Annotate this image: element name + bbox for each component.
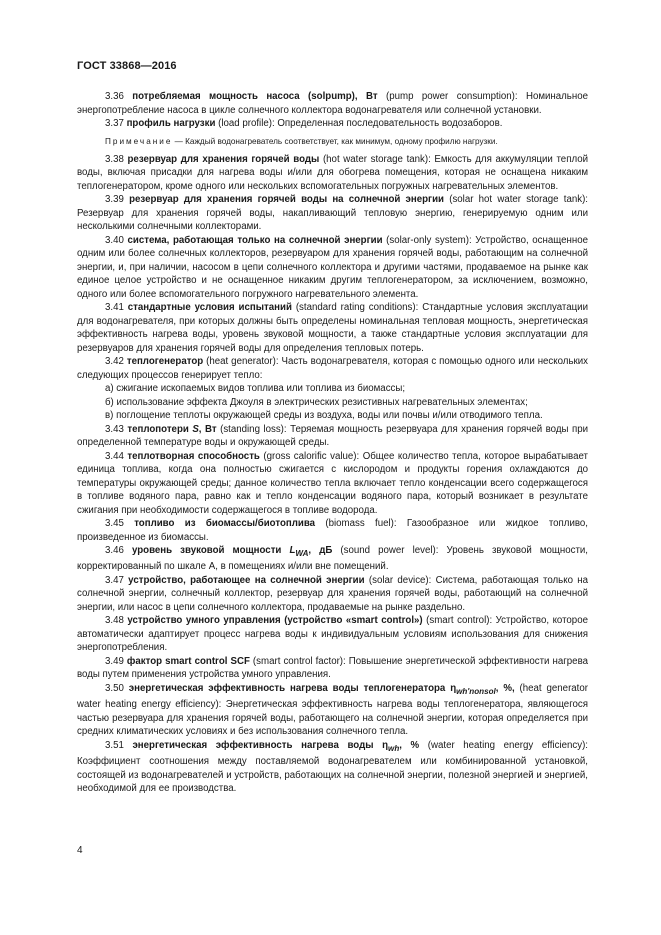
term-entry: 3.40 система, работающая только на солнечной энергии (solar-only system): Устройство, оснащенное одним или более солнечных коллекторов, резервуаром для хранения горячей воды, работающим на солнечной энергии, и, при наличии, насосом в цепи солнечного коллектора и другими частями, продаваемое на рынке как единое целое устройство и не оснащенное никаким другим теплогенератором, за исключением, возможно, одного или более вспомогательного погружного нагревательного элемента. [77, 234, 588, 300]
term-name: устройство, работающее на солнечной энергии [128, 574, 365, 586]
term-entry: 3.39 резервуар для хранения горячей воды на солнечной энергии (solar hot water storage tank): Резервуар для хранения горячей воды, накапливающий тепловую энергию, генерируемую одним или несколькими солнечными коллекторами. [77, 194, 588, 232]
document-header: ГОСТ 33868—2016 [77, 60, 177, 72]
term-entry: 3.46 уровень звуковой мощности $L_{WA}$, дБ (sound power level): Уровень звуковой мощности, корректированный по шкале А, в помещениях и/или вне помещений. [77, 545, 588, 573]
term-name: стандартные условия испытаний [127, 302, 292, 313]
note: Примечание — Каждый водонагреватель соответствует, как минимум, одному профилю нагрузки. [105, 136, 498, 146]
term-entry: 3.37 профиль нагрузки (load profile): Определенная последовательность водозаборов. [105, 118, 503, 129]
term-entry: 3.47 устройство, работающее на солнечной энергии (solar device): Система, работающая только на солнечной энергии, солнечный коллектор, резервуар для хранения горячей воды, работающий на солнечной энергии, или насос в цепи солнечного коллектора, продаваемые на рынке раздельно. [77, 574, 588, 613]
note-label: Примечание [105, 136, 173, 146]
list-item: а) сжигание ископаемых видов топлива или топлива из биомассы; [105, 383, 406, 394]
term-name: потребляемая мощность насоса (solpump), Вт [132, 91, 378, 102]
term-name: топливо из биомассы/биотоплива [134, 518, 316, 529]
term-name: резервуар для хранения горячей воды на солнечной энергии [129, 194, 445, 205]
term-entry: 3.49 фактор smart control SCF (smart control factor): Повышение энергетической эффективности нагрева воды путем применения устройства умного управления. [77, 655, 588, 681]
term-name: устройство умного управления (устройство «smart control») [127, 615, 423, 627]
term-entry: 3.43 теплопотери S, Вт (standing loss): Теряемая мощность резервуара для хранения горячей воды при определенной температуре воды и окружающей среды. [77, 423, 588, 448]
page-number: 4 [77, 845, 83, 856]
term-entry: 3.51 энергетическая эффективность нагрева воды $\eta_{wh}$, % (water heating energy efficiency): Коэффициент соотношения между поставляемой водонагревателем или комбинированной установкой, состоящей из водонагревателей и устройств, работающих на солнечной энергии, полезной энергией и энергией, необходимой для ее производства. [77, 739, 588, 795]
term-entry: 3.44 теплотворная способность (gross calorific value): Общее количество тепла, которое вырабатывает единица топлива, когда она полностью сжигается с кислородом и продукты горения охлаждаются до температуры окружающей среды; данное количество тепла включает тепло конденсации всего содержащегося в топливе водяного пара, равно как и тепло конденсации водяного пара, который возникает в результате сжигания при необходимости содержащегося в топливе водорода. [77, 450, 588, 516]
term-name: теплогенератор [126, 356, 204, 367]
list-item: б) использование эффекта Джоуля в электрических резистивных нагревательных элементах; [105, 396, 528, 408]
term-name: энергетическая эффективность нагрева воды $\eta_{wh}$, % [132, 739, 420, 753]
term-name: резервуар для хранения горячей воды [127, 153, 320, 165]
term-entry: 3.50 энергетическая эффективность нагрева воды теплогенератора $\eta_{wh'nonsol}$, %, (heat generator water heating energy efficiency): Энергетическая эффективность нагрева воды теплогенератора, являющегося частью резервуара для хранения горячей воды, работающего на солнечной энергии, которая определяется при средних климатических условиях и без использования солнечного тепла. [77, 682, 588, 738]
term-name: фактор smart control SCF [126, 655, 250, 667]
term-name: профиль нагрузки [126, 118, 216, 129]
term-entry: 3.45 топливо из биомассы/биотоплива (biomass fuel): Газообразное или жидкое топливо, произведенное из биомассы. [77, 518, 588, 543]
list-item: в) поглощение теплоты окружающей среды из воздуха, воды или почвы и/или отводимого тепла. [105, 410, 543, 421]
term-entry: 3.38 резервуар для хранения горячей воды (hot water storage tank): Емкость для аккумуляции теплой воды, включая присадки для нагрева воды и/или для обогрева помещения, которая не оснащена никаким теплогенератором, кроме одного или нескольких вспомогательных погружных нагревательных элементов. [77, 153, 589, 192]
term-entry: 3.48 устройство умного управления (устройство «smart control») (smart control): Устройство, которое автоматически адаптирует процесс нагрева воды к индивидуальным условиям использования для снижения энергопотребления. [77, 615, 588, 654]
term-name: энергетическая эффективность нагрева воды теплогенератора $\eta_{wh'nonsol}$, %, [128, 682, 515, 696]
term-entry: 3.41 стандартные условия испытаний (standard rating conditions): Стандартные условия эксплуатации для водонагревателя, при которых должны быть определены номинальная тепловая мощность, энергетическая эффективность нагрева воды, уровень звуковой мощности, а также стандартные условия эксплуатации для резервуаров для хранения горячей воды для определения тепловых потерь. [77, 302, 588, 354]
term-name: теплотворная способность [127, 450, 260, 462]
term-name: система, работающая только на солнечной энергии [127, 234, 383, 246]
term-name: теплопотери S, Вт [127, 423, 217, 435]
term-entry: 3.36 потребляемая мощность насоса (solpump), Вт (pump power consumption): Номинальное энергопотребление насоса в цикле солнечного коллектора водонагревателя или солнечной установки. [77, 91, 588, 116]
document-body [77, 90, 588, 796]
term-name: уровень звуковой мощности $L_{WA}$, дБ [131, 545, 333, 558]
term-entry: 3.42 теплогенератор (heat generator): Часть водонагревателя, которая с помощью одного или нескольких следующих процессов генерирует тепло: [77, 356, 588, 381]
